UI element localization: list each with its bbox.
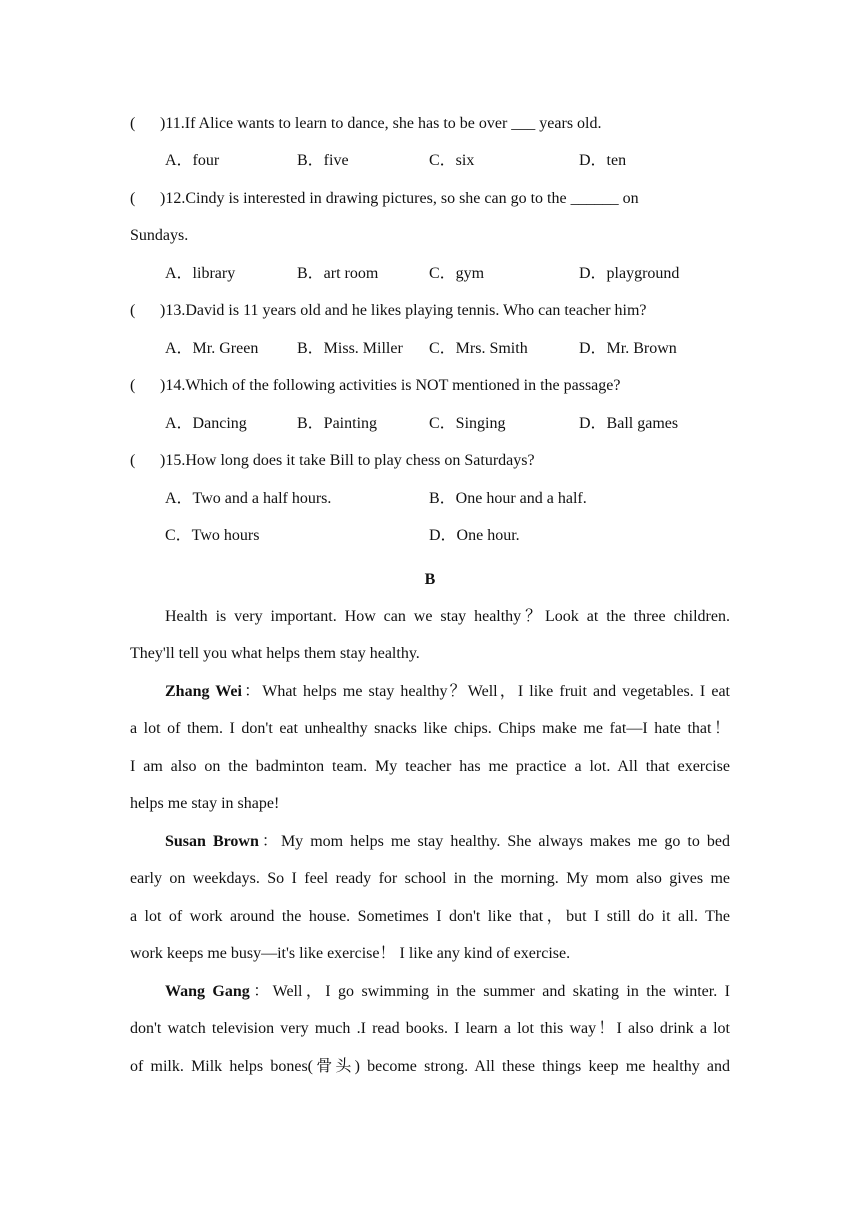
zhang-line-2: a lot of them. I don't eat unhealthy snacks like chips. Chips make me fat—I hate that！ xyxy=(130,720,730,737)
speaker-name: Zhang Wei xyxy=(165,683,242,700)
q14-option-a: A．Dancing xyxy=(165,415,247,432)
q15-option-d: D．One hour. xyxy=(429,527,520,544)
q15-option-a: A．Two and a half hours. xyxy=(165,490,332,507)
section-heading: B xyxy=(424,571,436,588)
susan-line-3: a lot of work around the house. Sometimes I don't like that，but I still do it all. The xyxy=(130,908,730,925)
question-12-stem: ( )12.Cindy is interested in drawing pictures, so she can go to the ______ on xyxy=(130,190,639,207)
speaker-name: Susan Brown xyxy=(165,833,259,850)
wang-line-1: Wang Gang：Well，I go swimming in the summer and skating in the winter. I xyxy=(165,983,730,1000)
q13-option-d: D．Mr. Brown xyxy=(579,340,677,357)
q13-option-c: C．Mrs. Smith xyxy=(429,340,528,357)
question-13-stem: ( )13.David is 11 years old and he likes playing tennis. Who can teacher him? xyxy=(130,302,647,319)
question-12-stem-continued: Sundays. xyxy=(130,227,189,244)
speaker-name: Wang Gang xyxy=(165,983,250,1000)
q14-option-b: B．Painting xyxy=(297,415,378,432)
question-14-stem: ( )14.Which of the following activities is NOT mentioned in the passage? xyxy=(130,377,621,394)
q11-option-d: D．ten xyxy=(579,152,627,169)
q15-option-c: C．Two hours xyxy=(165,527,260,544)
zhang-line-4: helps me stay in shape! xyxy=(130,795,280,812)
intro-line-2: They'll tell you what helps them stay healthy. xyxy=(130,645,420,662)
answer-blank[interactable]: ( xyxy=(130,115,136,132)
q13-option-a: A．Mr. Green xyxy=(165,340,259,357)
zhang-line-1: Zhang Wei：What helps me stay healthy？Well，I like fruit and vegetables. I eat xyxy=(165,683,730,700)
q11-option-a: A．four xyxy=(165,152,220,169)
answer-blank[interactable]: ( xyxy=(130,452,136,469)
q11-option-b: B．five xyxy=(297,152,349,169)
wang-line-2: don't watch television very much .I read books. I learn a lot this way！I also drink a lot xyxy=(130,1020,730,1037)
susan-line-4: work keeps me busy—it's like exercise！ I like any kind of exercise. xyxy=(130,945,571,962)
q13-option-b: B．Miss. Miller xyxy=(297,340,403,357)
q12-option-d: D．playground xyxy=(579,265,680,282)
q12-option-a: A．library xyxy=(165,265,236,282)
answer-blank[interactable]: ( xyxy=(130,190,136,207)
answer-blank[interactable]: ( xyxy=(130,377,136,394)
q14-option-c: C．Singing xyxy=(429,415,506,432)
q12-option-c: C．gym xyxy=(429,265,485,282)
susan-line-1: Susan Brown：My mom helps me stay healthy. She always makes me go to bed xyxy=(165,833,730,850)
q14-option-d: D．Ball games xyxy=(579,415,679,432)
q15-option-b: B．One hour and a half. xyxy=(429,490,587,507)
wang-line-3: of milk. Milk helps bones(骨头) become strong. All these things keep me healthy and xyxy=(130,1058,730,1075)
q11-option-c: C．six xyxy=(429,152,475,169)
question-15-stem: ( )15.How long does it take Bill to play chess on Saturdays? xyxy=(130,452,535,469)
intro-line-1: Health is very important. How can we stay healthy？Look at the three children. xyxy=(165,608,730,625)
answer-blank[interactable]: ( xyxy=(130,302,136,319)
zhang-line-3: I am also on the badminton team. My teacher has me practice a lot. All that exercise xyxy=(130,758,730,775)
question-11-stem: ( )11.If Alice wants to learn to dance, she has to be over ___ years old. xyxy=(130,115,602,132)
q12-option-b: B．art room xyxy=(297,265,379,282)
susan-line-2: early on weekdays. So I feel ready for school in the morning. My mom also gives me xyxy=(130,870,730,887)
